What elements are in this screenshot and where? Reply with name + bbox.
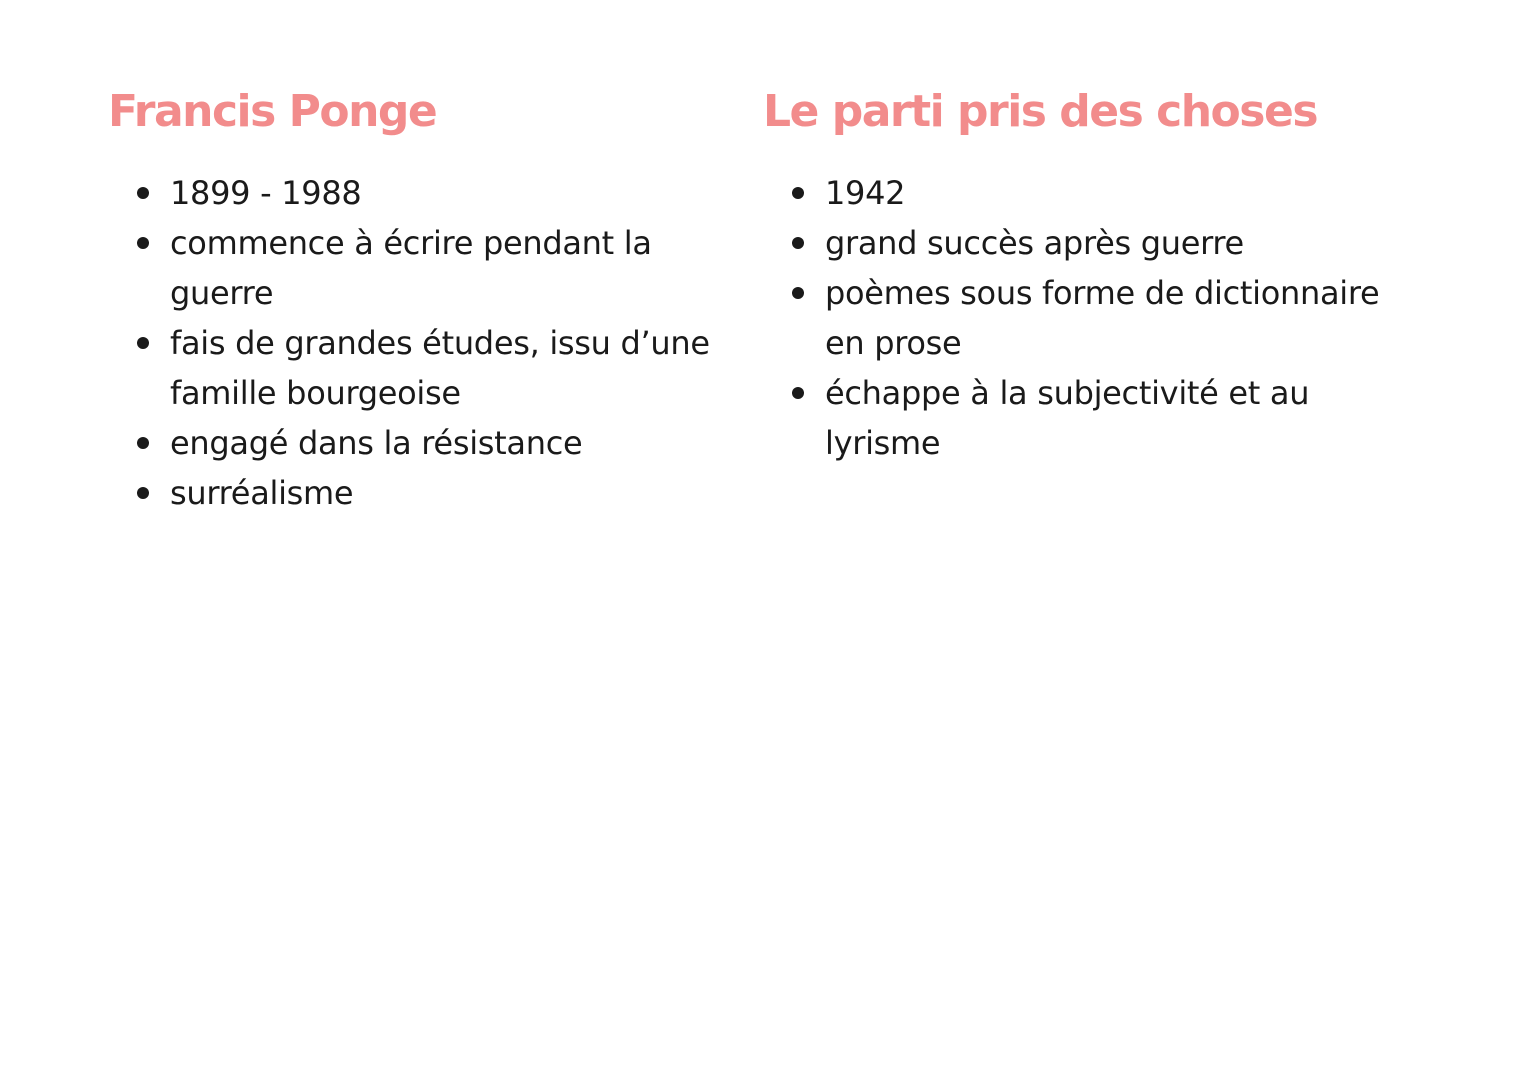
work-heading: Le parti pris des choses xyxy=(763,86,1318,137)
author-heading: Francis Ponge xyxy=(108,86,437,137)
list-item-text: surréalisme xyxy=(170,474,354,512)
author-facts-list xyxy=(108,168,728,518)
list-item xyxy=(763,218,1403,268)
list-item xyxy=(763,368,1403,468)
author-section xyxy=(108,82,728,518)
bullet-icon xyxy=(137,487,149,499)
list-item xyxy=(108,218,728,318)
bullet-icon xyxy=(137,187,149,199)
work-section xyxy=(763,82,1403,468)
bullet-icon xyxy=(792,187,804,199)
bullet-icon xyxy=(792,287,804,299)
list-item-text: 1899 - 1988 xyxy=(170,174,362,212)
bullet-icon xyxy=(792,387,804,399)
list-item-text: 1942 xyxy=(825,174,906,212)
list-item xyxy=(108,318,728,418)
list-item xyxy=(763,168,1403,218)
list-item-text: commence à écrire pendant la guerre xyxy=(170,224,652,312)
bullet-icon xyxy=(792,237,804,249)
list-item-text: poèmes sous forme de dictionnaire en prose xyxy=(825,274,1380,362)
bullet-icon xyxy=(137,337,149,349)
list-item-text: grand succès après guerre xyxy=(825,224,1244,262)
list-item xyxy=(108,168,728,218)
list-item-text: fais de grandes études, issu d’une famille bourgeoise xyxy=(170,324,710,412)
list-item xyxy=(763,268,1403,368)
bullet-icon xyxy=(137,437,149,449)
list-item xyxy=(108,418,728,468)
bullet-icon xyxy=(137,237,149,249)
work-facts-list xyxy=(763,168,1403,468)
list-item-text: engagé dans la résistance xyxy=(170,424,583,462)
list-item xyxy=(108,468,728,518)
list-item-text: échappe à la subjectivité et au lyrisme xyxy=(825,374,1310,462)
